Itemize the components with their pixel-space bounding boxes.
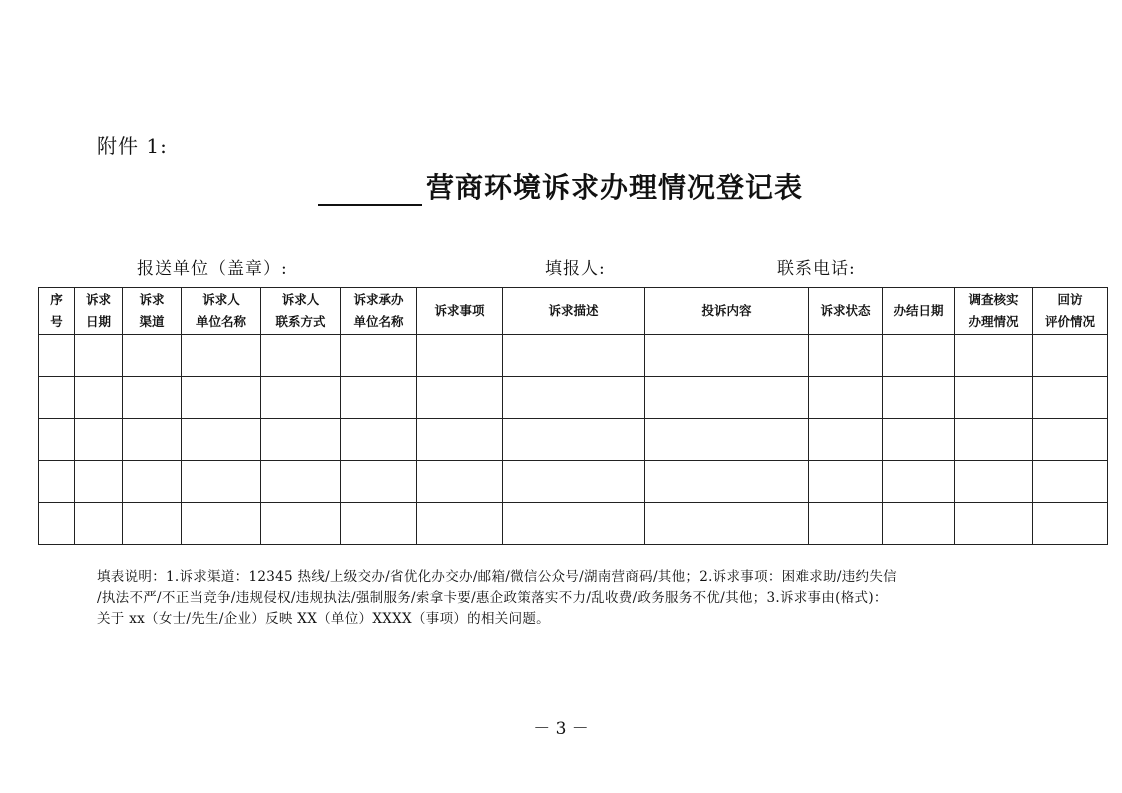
table-row [39, 503, 1108, 545]
column-header-text: 日期 [85, 314, 111, 329]
table-cell[interactable] [123, 503, 182, 545]
column-header [645, 288, 809, 335]
column-header [39, 288, 75, 335]
column-header [503, 288, 645, 335]
table-row [39, 461, 1108, 503]
column-header-text: 诉求承办 [353, 292, 404, 307]
column-header-text: 诉求人 [281, 292, 320, 307]
table-header-row [39, 288, 1108, 335]
table-cell[interactable] [645, 419, 809, 461]
reporting-unit-label: 报送单位（盖章）: [137, 259, 288, 279]
column-header-text: 渠道 [139, 314, 165, 329]
column-header [261, 288, 341, 335]
table-cell[interactable] [417, 335, 503, 377]
column-header [417, 288, 503, 335]
table-cell[interactable] [883, 335, 955, 377]
table-cell[interactable] [417, 503, 503, 545]
table-cell[interactable] [341, 503, 417, 545]
attachment-label: 附件 1: [97, 134, 168, 158]
table-cell[interactable] [503, 377, 645, 419]
table-cell[interactable] [883, 461, 955, 503]
table-cell[interactable] [1033, 461, 1108, 503]
column-header [123, 288, 182, 335]
table-cell[interactable] [75, 335, 123, 377]
table-cell[interactable] [503, 461, 645, 503]
table-cell[interactable] [883, 503, 955, 545]
table-cell[interactable] [1033, 335, 1108, 377]
table-cell[interactable] [261, 461, 341, 503]
column-header [182, 288, 261, 335]
table-cell[interactable] [123, 377, 182, 419]
table-cell[interactable] [1033, 377, 1108, 419]
table-cell[interactable] [182, 461, 261, 503]
table-cell[interactable] [123, 461, 182, 503]
table-cell[interactable] [261, 503, 341, 545]
table-cell[interactable] [182, 419, 261, 461]
table-cell[interactable] [503, 503, 645, 545]
column-header-text: 调查核实 [968, 292, 1019, 307]
table-row [39, 335, 1108, 377]
table-cell[interactable] [39, 461, 75, 503]
table-cell[interactable] [39, 335, 75, 377]
table-cell[interactable] [123, 335, 182, 377]
instruction-line: 填表说明：1.诉求渠道：12345 热线/上级交办/省优化办交办/邮箱/微信公众号/湖南营商码/其他；2.诉求事项：困难求助/违约失信 [97, 569, 897, 585]
table-cell[interactable] [645, 377, 809, 419]
contact-phone-label: 联系电话: [777, 259, 856, 279]
fill-instructions [97, 567, 1037, 630]
table-cell[interactable] [39, 377, 75, 419]
column-header-text: 单位名称 [195, 314, 246, 329]
table-cell[interactable] [503, 335, 645, 377]
column-header [809, 288, 883, 335]
table-cell[interactable] [75, 461, 123, 503]
table-body [39, 335, 1108, 545]
table-cell[interactable] [75, 377, 123, 419]
column-header-text: 回访 [1057, 292, 1083, 307]
column-header-text: 诉求 [139, 292, 165, 307]
title-blank-line [318, 176, 422, 206]
instruction-line: 关于 xx（女士/先生/企业）反映 XX（单位）XXXX（事项）的相关问题。 [97, 611, 550, 627]
column-header-text: 联系方式 [275, 314, 326, 329]
table-cell[interactable] [809, 377, 883, 419]
table-cell[interactable] [123, 419, 182, 461]
column-header [75, 288, 123, 335]
column-header-text: 序 [50, 292, 63, 307]
table-cell[interactable] [645, 461, 809, 503]
column-header-text: 诉求 [85, 292, 111, 307]
table-cell[interactable] [182, 335, 261, 377]
table-cell[interactable] [261, 419, 341, 461]
table-cell[interactable] [182, 377, 261, 419]
table-cell[interactable] [341, 419, 417, 461]
registration-table [38, 287, 1108, 545]
column-header-text: 办结日期 [893, 303, 944, 318]
column-header-text: 办理情况 [968, 314, 1019, 329]
table-cell[interactable] [809, 461, 883, 503]
table-cell[interactable] [645, 503, 809, 545]
table-cell[interactable] [1033, 419, 1108, 461]
column-header-text: 诉求描述 [548, 303, 599, 318]
table-cell[interactable] [75, 419, 123, 461]
column-header-text: 单位名称 [353, 314, 404, 329]
table-cell[interactable] [261, 335, 341, 377]
table-cell[interactable] [417, 377, 503, 419]
table-row [39, 419, 1108, 461]
table-cell[interactable] [645, 335, 809, 377]
column-header-text: 号 [50, 314, 63, 329]
table-cell[interactable] [341, 335, 417, 377]
table-cell[interactable] [261, 377, 341, 419]
form-title: 营商环境诉求办理情况登记表 [426, 171, 804, 204]
table-cell[interactable] [955, 377, 1033, 419]
table-cell[interactable] [1033, 503, 1108, 545]
table-cell[interactable] [182, 503, 261, 545]
column-header [1033, 288, 1108, 335]
table-cell[interactable] [955, 461, 1033, 503]
filler-label: 填报人: [545, 259, 606, 279]
table-cell[interactable] [75, 503, 123, 545]
column-header-text: 投诉内容 [701, 303, 752, 318]
table-cell[interactable] [341, 461, 417, 503]
column-header [955, 288, 1033, 335]
table-cell[interactable] [955, 335, 1033, 377]
table-cell[interactable] [417, 419, 503, 461]
column-header-text: 诉求状态 [820, 303, 871, 318]
table-cell[interactable] [809, 419, 883, 461]
table-cell[interactable] [883, 419, 955, 461]
table-cell[interactable] [955, 419, 1033, 461]
column-header-text: 评价情况 [1044, 314, 1095, 329]
table-cell[interactable] [883, 377, 955, 419]
table-cell[interactable] [39, 503, 75, 545]
table-cell[interactable] [809, 503, 883, 545]
table-cell[interactable] [809, 335, 883, 377]
column-header [883, 288, 955, 335]
instruction-line: /执法不严/不正当竞争/违规侵权/违规执法/强制服务/索拿卡要/惠企政策落实不力/乱收费/政务服务不优/其他；3.诉求事由(格式)： [97, 590, 888, 606]
column-header-text: 诉求事项 [434, 303, 485, 318]
table-row [39, 377, 1108, 419]
table-cell[interactable] [39, 419, 75, 461]
title-block [318, 166, 803, 206]
column-header-text: 诉求人 [202, 292, 240, 307]
page-number: － 3 － [533, 719, 589, 739]
table-cell[interactable] [955, 503, 1033, 545]
column-header [341, 288, 417, 335]
table-cell[interactable] [503, 419, 645, 461]
table-cell[interactable] [417, 461, 503, 503]
table-cell[interactable] [341, 377, 417, 419]
